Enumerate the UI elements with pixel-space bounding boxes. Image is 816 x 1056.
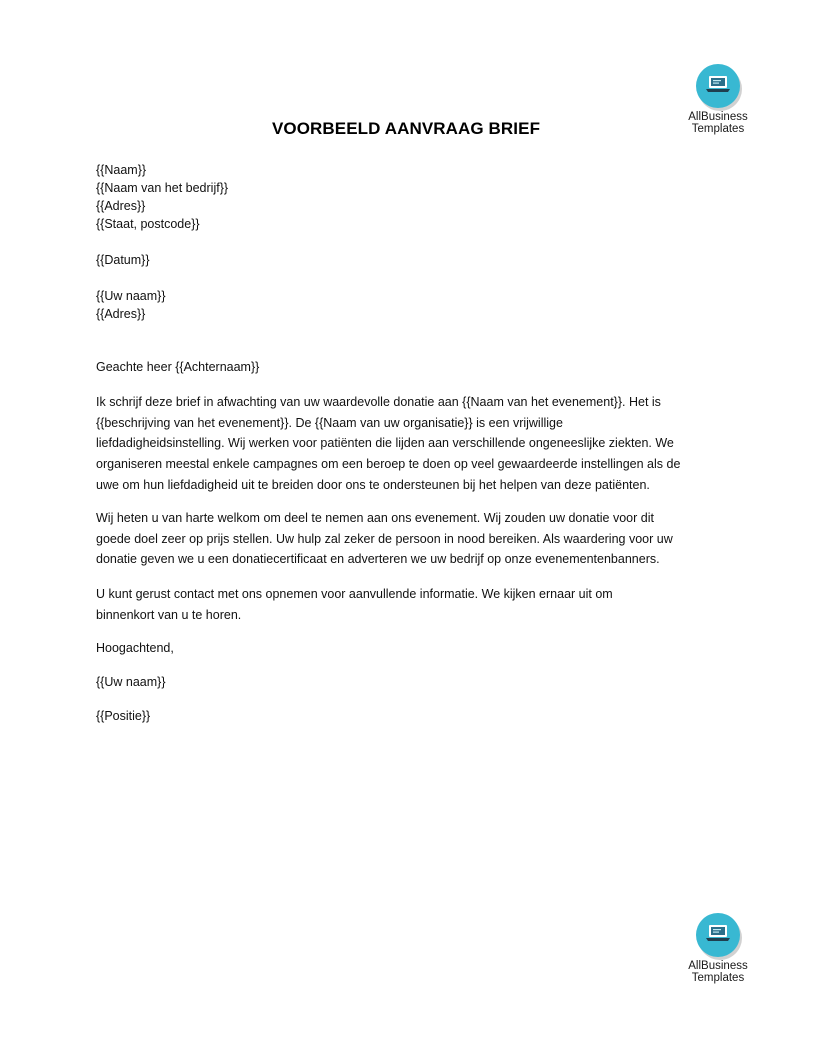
sender-block [96, 161, 724, 233]
signature-position-block [96, 707, 724, 725]
logo-badge [696, 64, 740, 108]
laptop-icon [705, 924, 731, 944]
recipient-name: {{Uw naam}} [96, 289, 166, 303]
paragraph-line: binnenkort van u te horen. [96, 607, 242, 622]
salutation-block [96, 358, 724, 376]
paragraph-line: Ik schrijf deze brief in afwachting van uw waardevolle donatie aan {{Naam van het evenement}}. Het is [96, 395, 661, 409]
paragraph-line: organiseren meestal enkele campagnes om een beroep te doen op veel gewaardeerde instellingen als de [96, 457, 681, 472]
closing-block [96, 639, 724, 657]
laptop-icon [705, 75, 731, 95]
body-paragraph-1 [96, 392, 726, 496]
sender-state-zip: {{Staat, postcode}} [96, 217, 200, 231]
date-line: {{Datum}} [96, 253, 150, 267]
sender-address: {{Adres}} [96, 199, 146, 213]
paragraph-line: Wij heten u van harte welkom om deel te nemen aan ons evenement. Wij zouden uw donatie voor dit [96, 511, 654, 525]
date-block [96, 251, 724, 269]
document-title: VOORBEELD AANVRAAG BRIEF [271, 119, 541, 138]
paragraph-line: uwe om hun liefdadigheid uit te breiden door ons te ondersteunen bij het helpen van deze patiënten. [96, 477, 650, 492]
signature-name: {{Uw naam}} [96, 675, 166, 689]
recipient-address: {{Adres}} [96, 307, 146, 321]
sender-name: {{Naam}} [96, 163, 147, 177]
logo-line-1: AllBusiness [688, 960, 748, 972]
salutation: Geachte heer {{Achternaam}} [96, 360, 260, 374]
sender-company: {{Naam van het bedrijf}} [96, 181, 229, 195]
logo-line-2: Templates [691, 123, 745, 135]
allbusiness-logo-bottom [678, 913, 758, 984]
paragraph-line: U kunt gerust contact met ons opnemen voor aanvullende informatie. We kijken ernaar uit om [96, 587, 613, 601]
logo-text [678, 960, 758, 984]
paragraph-line: donatie geven we u een donatiecertificaat en adverteren we uw bedrijf op onze evenementenbanners. [96, 552, 660, 567]
logo-line-2: Templates [691, 972, 745, 984]
body-paragraph-2 [96, 508, 726, 570]
recipient-block [96, 287, 724, 323]
body-paragraph-3 [96, 584, 726, 625]
closing: Hoogachtend, [96, 641, 174, 655]
signature-name-block [96, 673, 724, 691]
logo-line-1: AllBusiness [688, 111, 748, 123]
signature-position: {{Positie}} [96, 709, 151, 723]
paragraph-line: {{beschrijving van het evenement}}. De {{Naam van uw organisatie}} is een vrijwillige [96, 415, 563, 430]
paragraph-line: liefdadigheidsinstelling. Wij werken voor patiënten die lijden aan verschillende ongeneeslijke ziekten. We [96, 436, 674, 451]
logo-badge [696, 913, 740, 957]
paragraph-line: goede doel zeer op prijs stellen. Uw hulp zal zeker de persoon in nood bereiken. Als waardering voor uw [96, 531, 673, 546]
